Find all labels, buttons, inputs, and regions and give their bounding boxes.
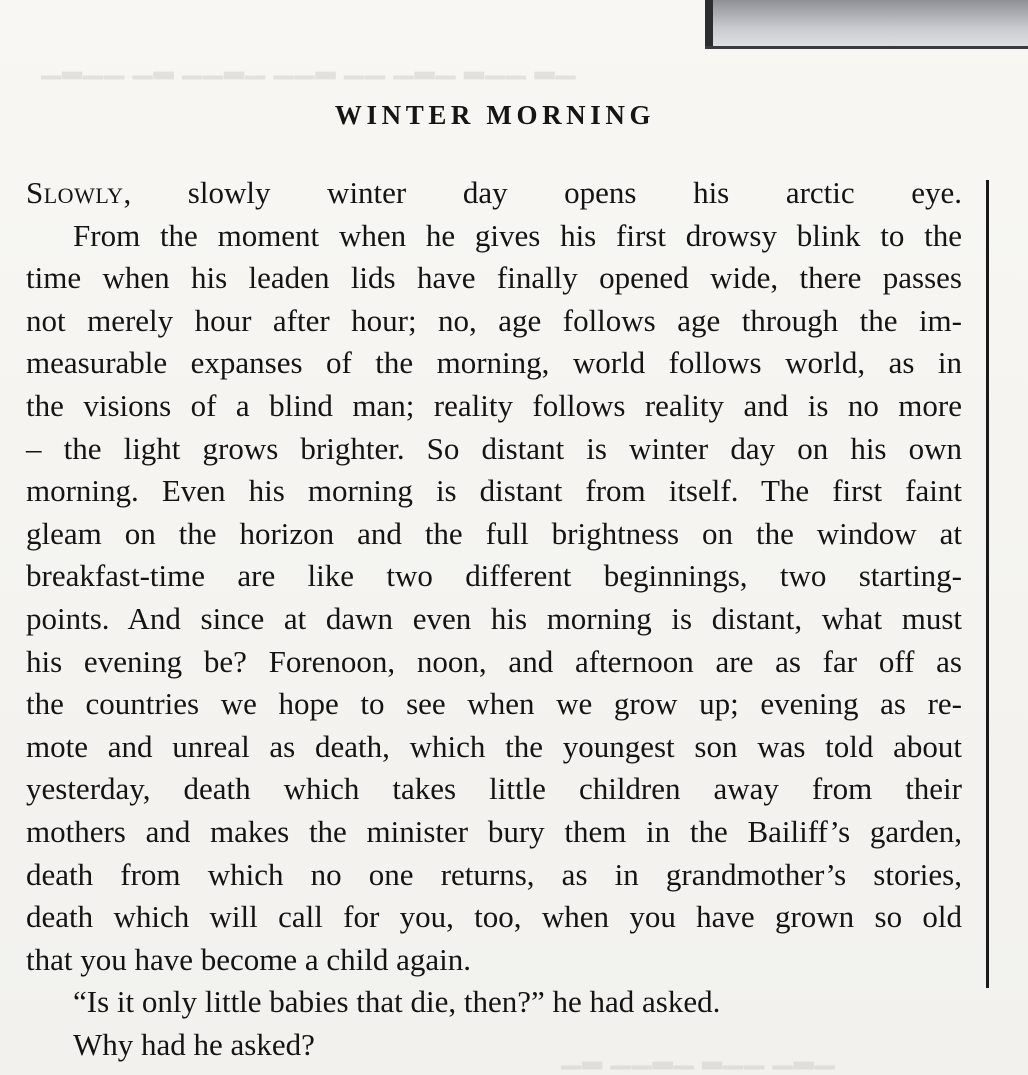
adjacent-page-corner [705, 0, 1028, 49]
text-line: his evening be? Forenoon, noon, and afternoon are as far off as [26, 643, 962, 679]
text-line: time when his leaden lids have finally opened wide, there passes [26, 260, 962, 296]
body-text [26, 172, 962, 1066]
text-line: From the moment when he gives his first drowsy blink to the [73, 217, 962, 253]
text-line: not merely hour after hour; no, age follows age through the im- [26, 302, 962, 338]
text-line: the visions of a blind man; reality follows reality and is no more [26, 387, 962, 423]
text-line: points. And since at dawn even his morning is distant, what must [26, 600, 962, 636]
text-line: yesterday, death which takes little children away from their [26, 771, 962, 807]
text-line: gleam on the horizon and the full brightness on the window at [26, 515, 962, 551]
text-line: Slowly, slowly winter day opens his arctic eye. [26, 175, 962, 210]
text-line: “Is it only little babies that die, then?” he had asked. [73, 984, 721, 1020]
text-line: death which will call for you, too, when you have grown so old [26, 899, 962, 935]
text-line: that you have become a child again. [26, 941, 472, 977]
text-line: breakfast-time are like two different beginnings, two starting- [26, 558, 962, 594]
text-line: Why had he asked? [73, 1026, 315, 1062]
text-line: death from which no one returns, as in grandmother’s stories, [26, 856, 962, 892]
drop-lead-word: Slowly [26, 175, 124, 210]
text-line: measurable expanses of the morning, world follows world, as in [26, 345, 962, 381]
text-line: – the light grows brighter. So distant is winter day on his own [26, 430, 962, 466]
show-through-bleed: ▁▂▁ ▁▁▂ ▁▂▁▁ ▂▁ [560, 1040, 835, 1069]
chapter-title: WINTER MORNING [334, 100, 656, 130]
text-line: mote and unreal as death, which the youngest son was told about [26, 728, 962, 764]
text-line: the countries we hope to see when we grow up; evening as re- [26, 686, 962, 722]
show-through-bleed: ▁▂ ▁▁▂ ▁▂▁ ▁▁ ▂▁▁ ▁▂▁▁ ▂▁ ▁▁▂▁ [40, 50, 576, 79]
text-line: morning. Even his morning is distant from itself. The first faint [26, 473, 962, 509]
margin-marker-line [986, 180, 989, 988]
text-line: mothers and makes the minister bury them in the Bailiff’s garden, [26, 813, 962, 849]
